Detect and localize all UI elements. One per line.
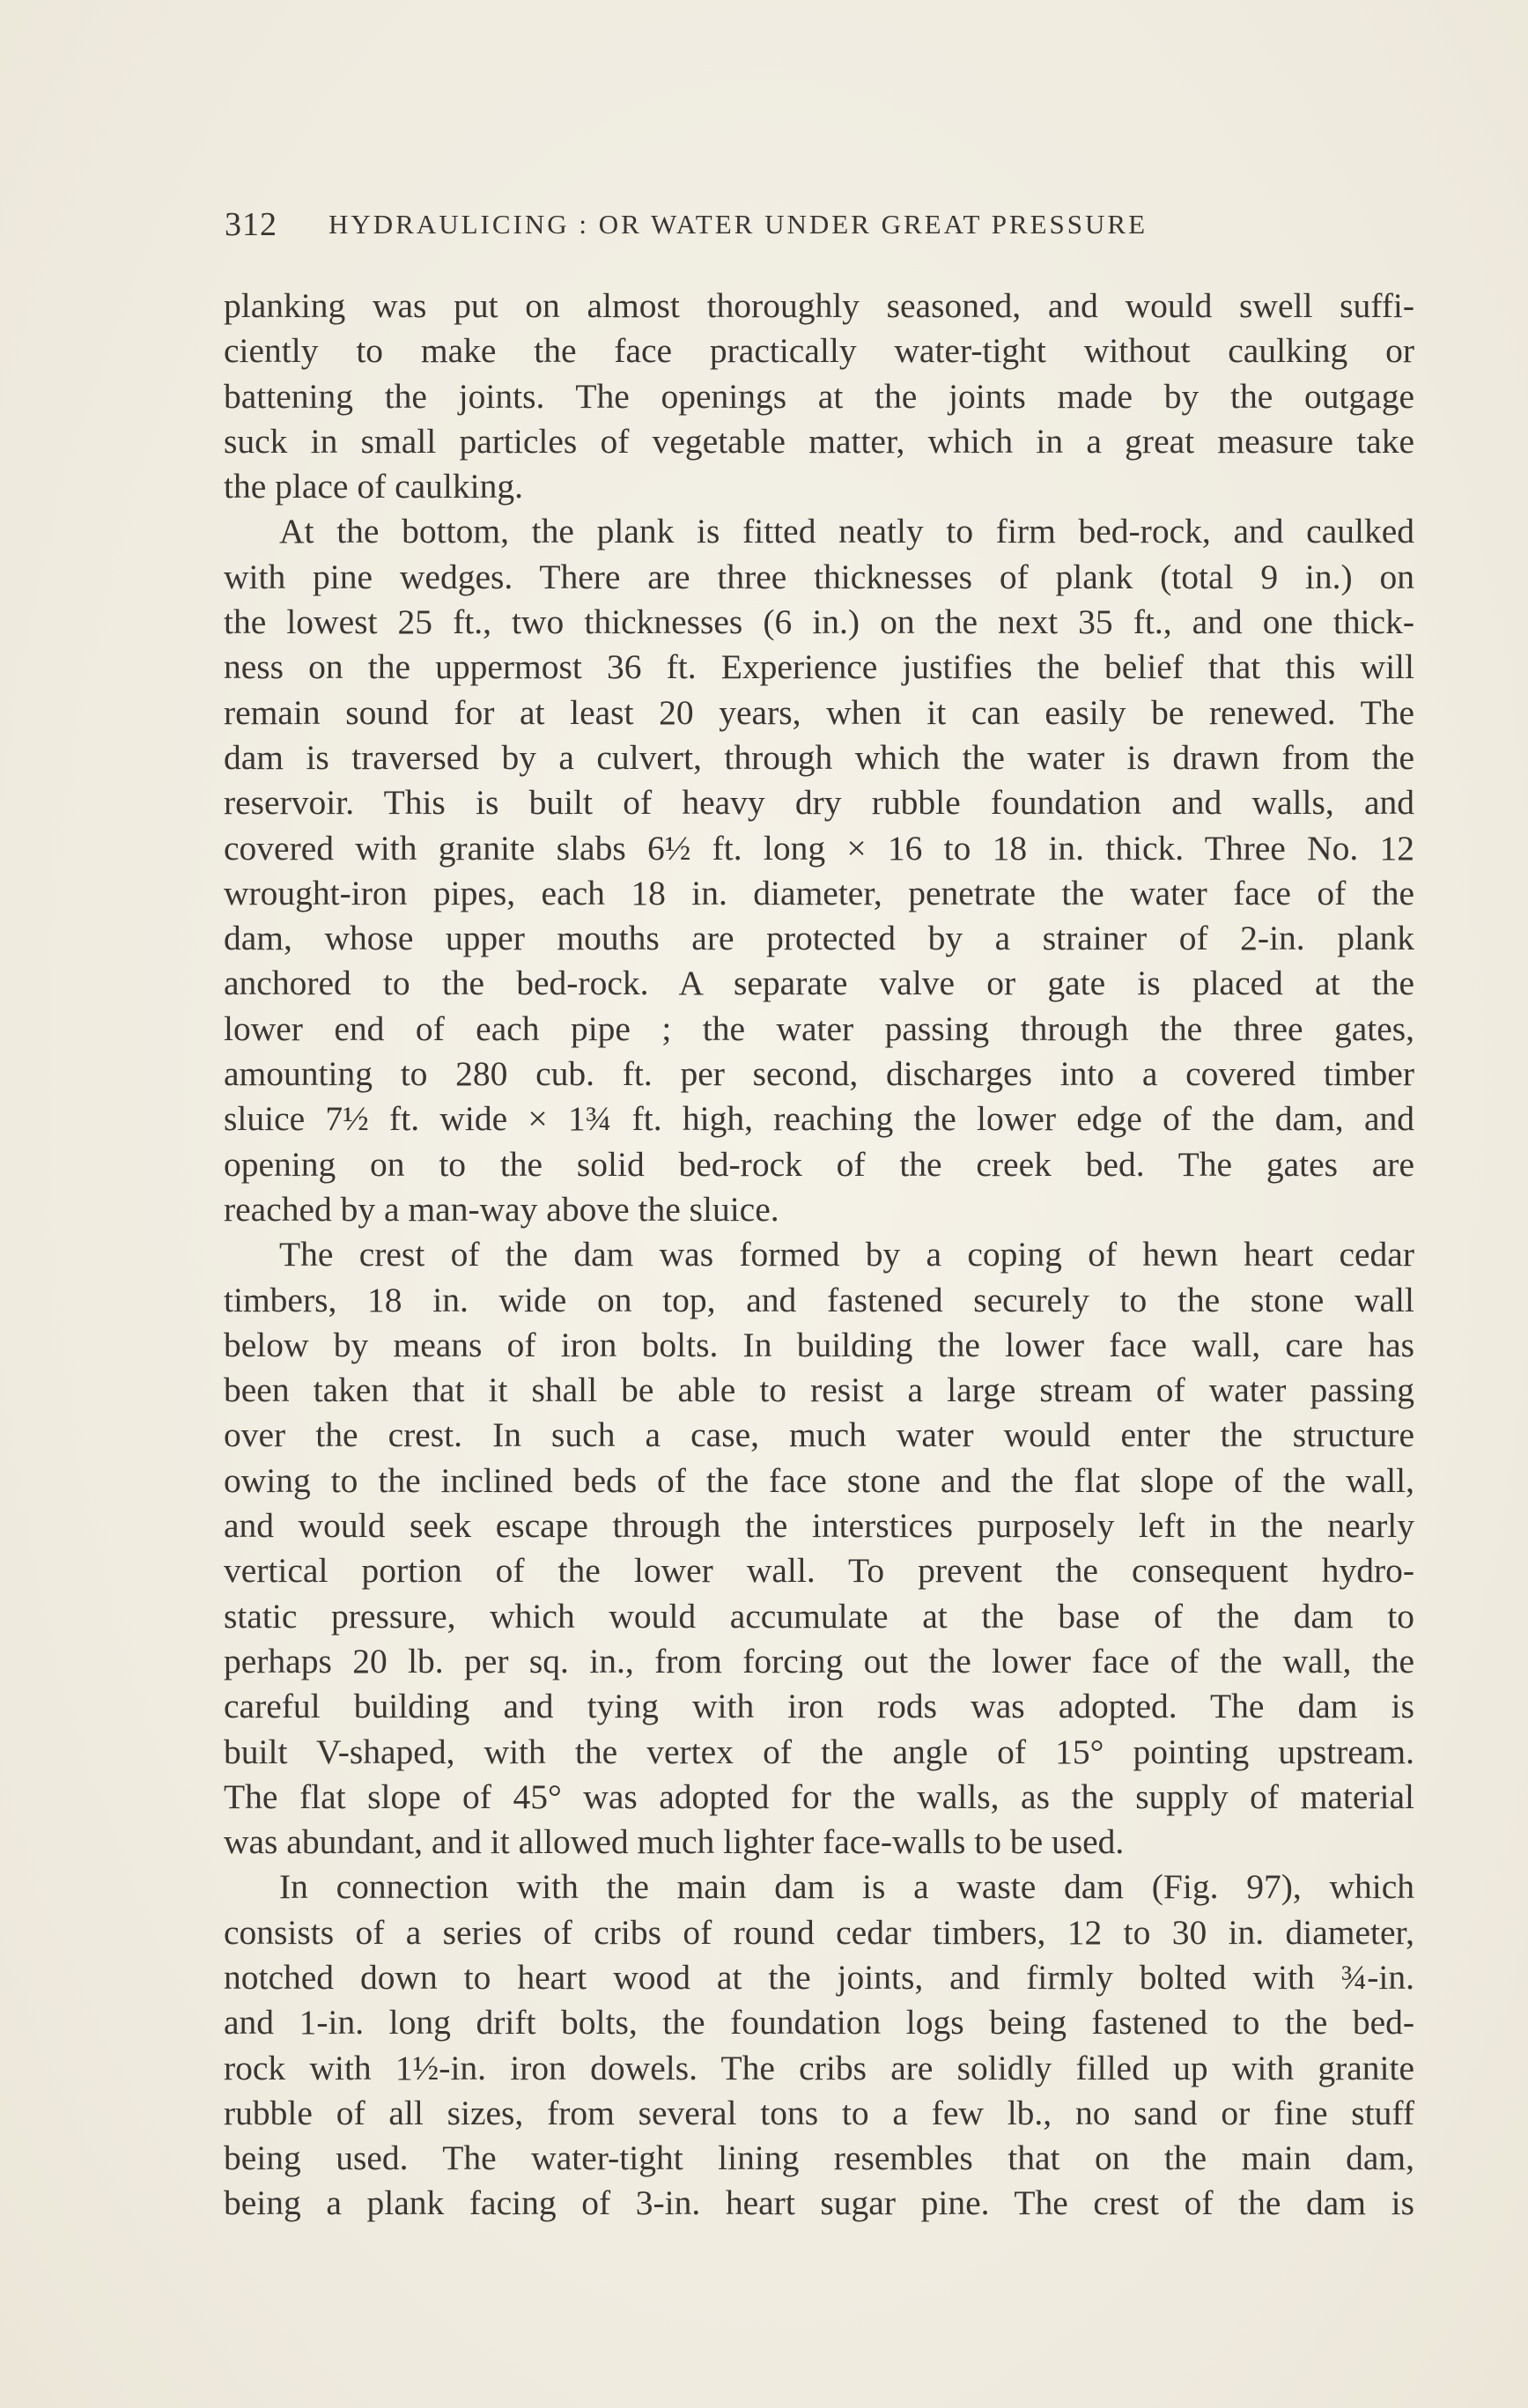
running-title: HYDRAULICING : OR WATER UNDER GREAT PRESSURE	[328, 209, 1148, 240]
text-line: amounting to 280 cub. ft. per second, discharges into a covered timber	[224, 1054, 1414, 1094]
text-line: The crest of the dam was formed by a coping of hewn heart cedar	[279, 1235, 1414, 1274]
text-line: dam is traversed by a culvert, through which the water is drawn from the	[224, 737, 1414, 777]
text-line: wrought-iron pipes, each 18 in. diameter, penetrate the water face of the	[224, 873, 1414, 912]
text-line: being used. The water-tight lining resembles that on the main dam,	[224, 2138, 1414, 2178]
text-line: over the crest. In such a case, much water would enter the structure	[224, 1415, 1414, 1455]
text-line: and would seek escape through the interstices purposely left in the nearly	[224, 1506, 1414, 1546]
text-line: sluice 7½ ft. wide × 1¾ ft. high, reaching the lower edge of the dam, and	[224, 1099, 1414, 1139]
text-line: built V-shaped, with the vertex of the angle of 15° pointing upstream.	[224, 1732, 1414, 1771]
text-line: been taken that it shall be able to resist a large stream of water passing	[224, 1370, 1414, 1410]
body-text	[224, 284, 1414, 2227]
text-line: static pressure, which would accumulate at the base of the dam to	[224, 1596, 1414, 1636]
text-line: remain sound for at least 20 years, when it can easily be renewed. The	[224, 692, 1414, 732]
text-line: ness on the uppermost 36 ft. Experience justifies the belief that this will	[224, 647, 1414, 687]
text-line: ciently to make the face practically water-tight without caulking or	[224, 331, 1414, 371]
text-line: reservoir. This is built of heavy dry rubble foundation and walls, and	[224, 783, 1414, 823]
text-line: with pine wedges. There are three thicknesses of plank (total 9 in.) on	[224, 557, 1414, 596]
text-line: being a plank facing of 3-in. heart sugar pine. The crest of the dam is	[224, 2183, 1414, 2223]
text-line: covered with granite slabs 6½ ft. long × 16 to 18 in. thick. Three No. 12	[224, 828, 1414, 868]
text-line: rubble of all sizes, from several tons to a few lb., no sand or fine stuff	[224, 2093, 1414, 2132]
text-line: perhaps 20 lb. per sq. in., from forcing out the lower face of the wall, the	[224, 1641, 1414, 1680]
text-line: planking was put on almost thoroughly seasoned, and would swell suffi-	[224, 286, 1414, 325]
running-head	[225, 198, 1308, 251]
text-line: timbers, 18 in. wide on top, and fastened securely to the stone wall	[224, 1280, 1414, 1319]
text-line: consists of a series of cribs of round cedar timbers, 12 to 30 in. diameter,	[224, 1912, 1414, 1952]
text-line: the place of caulking.	[224, 467, 523, 506]
text-line: In connection with the main dam is a waste dam (Fig. 97), which	[279, 1867, 1414, 1907]
text-line: below by means of iron bolts. In building the lower face wall, care has	[224, 1325, 1414, 1364]
text-line: the lowest 25 ft., two thicknesses (6 in.) on the next 35 ft., and one thick-	[224, 602, 1414, 642]
text-line: The flat slope of 45° was adopted for the walls, as the supply of material	[224, 1776, 1414, 1816]
text-line: notched down to heart wood at the joints, and firmly bolted with ¾-in.	[224, 1957, 1414, 1997]
text-line: reached by a man-way above the sluice.	[224, 1189, 779, 1229]
text-line: dam, whose upper mouths are protected by a strainer of 2-in. plank	[224, 919, 1414, 958]
text-line: careful building and tying with iron rods was adopted. The dam is	[224, 1687, 1414, 1726]
text-line: opening on to the solid bed-rock of the creek bed. The gates are	[224, 1144, 1414, 1184]
text-line: was abundant, and it allowed much lighter face-walls to be used.	[224, 1822, 1125, 1862]
page-number: 312	[225, 206, 277, 243]
text-line: owing to the inclined beds of the face stone and the flat slope of the wall,	[224, 1460, 1414, 1500]
text-line: At the bottom, the plank is fitted neatly to firm bed-rock, and caulked	[279, 512, 1414, 551]
text-line: anchored to the bed-rock. A separate valve or gate is placed at the	[224, 964, 1414, 1003]
text-line: rock with 1½-in. iron dowels. The cribs are solidly filled up with granite	[224, 2048, 1414, 2087]
text-line: and 1-in. long drift bolts, the foundation logs being fastened to the bed-	[224, 2003, 1414, 2042]
text-line: battening the joints. The openings at the joints made by the outgage	[224, 376, 1414, 416]
text-line: suck in small particles of vegetable matter, which in a great measure take	[224, 421, 1414, 461]
text-line: lower end of each pipe ; the water passing through the three gates,	[224, 1008, 1414, 1048]
text-line: vertical portion of the lower wall. To prevent the consequent hydro-	[224, 1551, 1414, 1591]
